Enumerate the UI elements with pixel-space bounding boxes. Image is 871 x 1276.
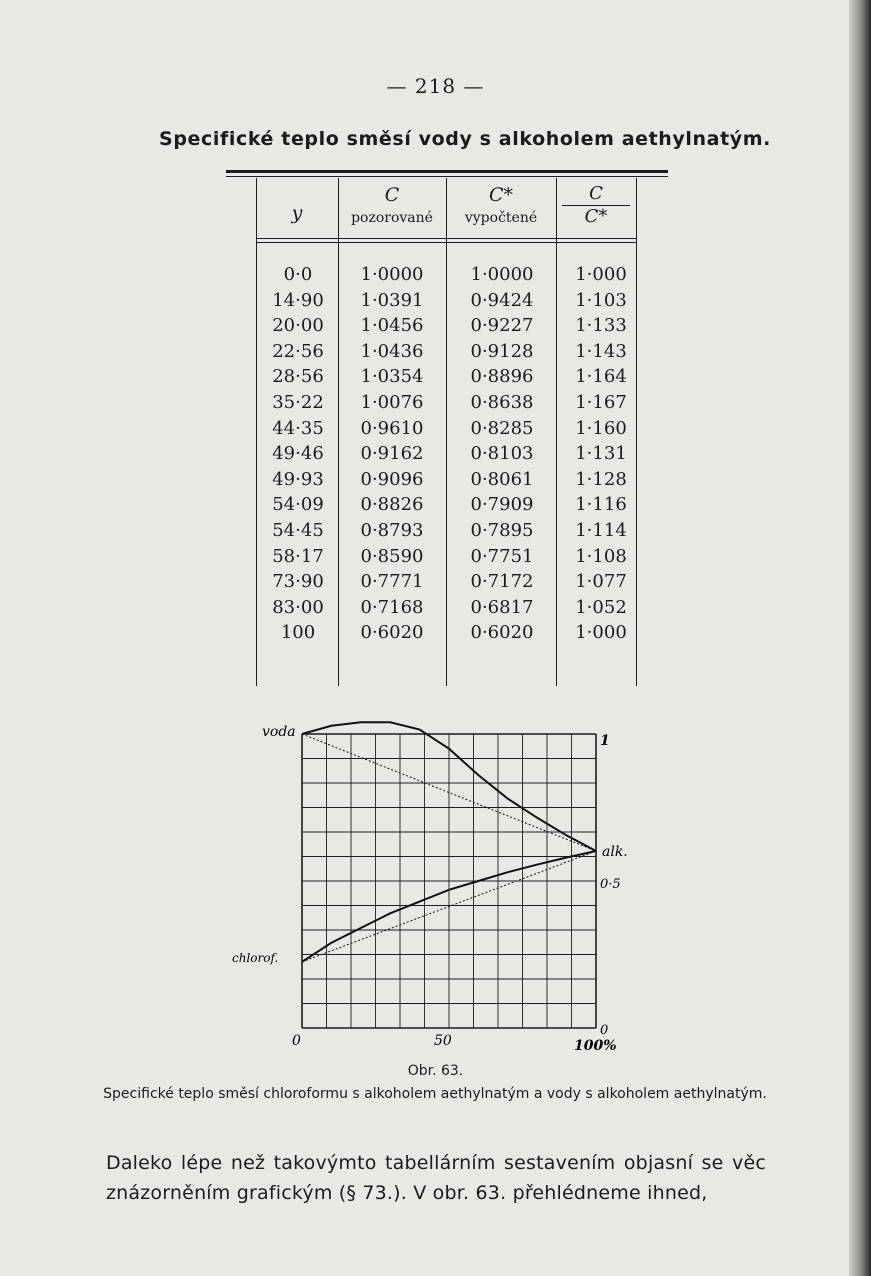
- figure-label: Obr. 63.: [407, 1063, 464, 1079]
- cell-ratio: 1·000: [575, 622, 627, 644]
- table-row: [226, 620, 668, 646]
- header-y: [256, 204, 338, 223]
- table-row: [226, 467, 668, 493]
- cell-y: 100: [280, 622, 316, 644]
- header-y-symbol: y: [291, 202, 303, 224]
- cell-c-observed: 0·7771: [360, 571, 424, 593]
- header-ratio-denominator: C*: [584, 206, 608, 227]
- page-edge-shadow: [849, 0, 871, 1276]
- table-row: [226, 339, 668, 365]
- label-x-mid: 50: [434, 1033, 452, 1049]
- cell-y: 73·90: [272, 571, 324, 593]
- label-x-right: 100%: [574, 1038, 617, 1054]
- table-row: [226, 416, 668, 442]
- header-ratio-numerator: C: [589, 183, 603, 204]
- table-row: [226, 313, 668, 339]
- header-cstar-label: vypočtené: [464, 210, 538, 226]
- cell-ratio: 1·143: [575, 340, 627, 362]
- cell-y: 28·56: [272, 366, 324, 388]
- label-y-mid: 0·5: [600, 877, 621, 892]
- cell-c-observed: 1·0436: [360, 340, 424, 362]
- cell-cstar-calculated: 0·6817: [470, 596, 534, 618]
- cell-y: 22·56: [272, 340, 324, 362]
- table-row: [226, 544, 668, 570]
- cell-y: 0·0: [283, 264, 313, 285]
- cell-cstar-calculated: 1·0000: [470, 264, 534, 285]
- cell-y: 54·09: [272, 494, 324, 516]
- cell-cstar-calculated: 0·8103: [470, 443, 534, 465]
- cell-cstar-calculated: 0·9424: [470, 289, 534, 311]
- table-row: [226, 518, 668, 544]
- cell-cstar-calculated: 0·7172: [470, 571, 534, 593]
- cell-c-observed: 0·7168: [360, 596, 424, 618]
- figure-caption: Specifické teplo směsí chloroformu s alkoholem aethylnatým a vody s alkoholem aethylnatým.: [103, 1086, 767, 1102]
- cell-ratio: 1·077: [575, 571, 627, 593]
- label-y-top: 1: [600, 733, 610, 749]
- table-row: [226, 569, 668, 595]
- table-row: [226, 441, 668, 467]
- cell-c-observed: 0·9610: [360, 417, 424, 439]
- label-x-left: 0: [292, 1033, 301, 1049]
- cell-cstar-calculated: 0·8061: [470, 468, 534, 490]
- cell-cstar-calculated: 0·7909: [470, 494, 534, 516]
- cell-ratio: 1·052: [575, 596, 627, 618]
- cell-cstar-calculated: 0·6020: [470, 622, 534, 644]
- table-row: [226, 595, 668, 621]
- table-row: [226, 492, 668, 518]
- table-top-rule-thin: [226, 176, 668, 177]
- header-cstar-symbol: C*: [488, 184, 514, 206]
- cell-ratio: 1·103: [575, 289, 627, 311]
- header-cstar-calculated: [446, 186, 556, 225]
- body-paragraph: Daleko lépe než takovýmto tabellárním sestavením objasní se věc znázorněním grafickým (§ 73.). V obr. 63. přehlédneme ihned,: [106, 1152, 766, 1204]
- cell-c-observed: 0·9162: [360, 443, 424, 465]
- cell-c-observed: 0·9096: [360, 468, 424, 490]
- label-y-bottom: 0: [600, 1023, 609, 1038]
- cell-c-observed: 0·8826: [360, 494, 424, 516]
- table-row: [226, 390, 668, 416]
- cell-ratio: 1·167: [575, 392, 627, 413]
- cell-y: 49·93: [272, 468, 324, 490]
- label-chlorof: chlorof.: [232, 951, 279, 965]
- cell-c-observed: 0·8590: [360, 545, 424, 567]
- table-title: Specifické teplo směsí vody s alkoholem aethylnatým.: [159, 128, 771, 150]
- cell-c-observed: 1·0391: [360, 289, 424, 311]
- cell-y: 20·00: [272, 315, 324, 337]
- cell-c-observed: 1·0076: [360, 392, 424, 413]
- page-number: — 218 —: [386, 74, 485, 98]
- header-c-symbol: C: [384, 184, 400, 206]
- cell-cstar-calculated: 0·9227: [470, 315, 534, 337]
- cell-cstar-calculated: 0·7751: [470, 545, 534, 567]
- cell-y: 35·22: [272, 392, 324, 413]
- cell-ratio: 1·114: [575, 520, 627, 541]
- label-voda: voda: [262, 724, 296, 740]
- cell-c-observed: 1·0456: [360, 315, 424, 337]
- table-row: [226, 262, 668, 288]
- cell-cstar-calculated: 0·7895: [470, 520, 534, 541]
- chart-grid: [302, 734, 596, 1028]
- cell-y: 58·17: [272, 545, 324, 567]
- cell-cstar-calculated: 0·8285: [470, 417, 534, 439]
- cell-ratio: 1·160: [575, 417, 627, 439]
- cell-ratio: 1·108: [575, 545, 627, 567]
- cell-c-observed: 1·0000: [360, 264, 424, 285]
- cell-ratio: 1·131: [575, 443, 627, 465]
- header-c-observed: [338, 186, 446, 225]
- figure-63-chart: [232, 712, 640, 1054]
- label-alk: alk.: [602, 844, 628, 860]
- cell-c-observed: 0·6020: [360, 622, 424, 644]
- cell-cstar-calculated: 0·8638: [470, 392, 534, 413]
- cell-c-observed: 1·0354: [360, 366, 424, 388]
- cell-ratio: 1·128: [575, 468, 627, 490]
- cell-c-observed: 0·8793: [360, 520, 424, 541]
- table-row: [226, 288, 668, 314]
- header-c-label: pozorované: [351, 210, 433, 226]
- cell-ratio: 1·133: [575, 315, 627, 337]
- cell-cstar-calculated: 0·8896: [470, 366, 534, 388]
- table-top-rule: [226, 170, 668, 173]
- cell-y: 14·90: [272, 289, 324, 311]
- cell-ratio: 1·000: [575, 264, 627, 285]
- cell-y: 54·45: [272, 520, 324, 541]
- table-row: [226, 364, 668, 390]
- cell-ratio: 1·116: [575, 494, 627, 516]
- cell-cstar-calculated: 0·9128: [470, 340, 534, 362]
- header-ratio: [556, 184, 636, 227]
- cell-ratio: 1·164: [575, 366, 627, 388]
- cell-y: 83·00: [272, 596, 324, 618]
- cell-y: 44·35: [272, 417, 324, 439]
- cell-y: 49·46: [272, 443, 324, 465]
